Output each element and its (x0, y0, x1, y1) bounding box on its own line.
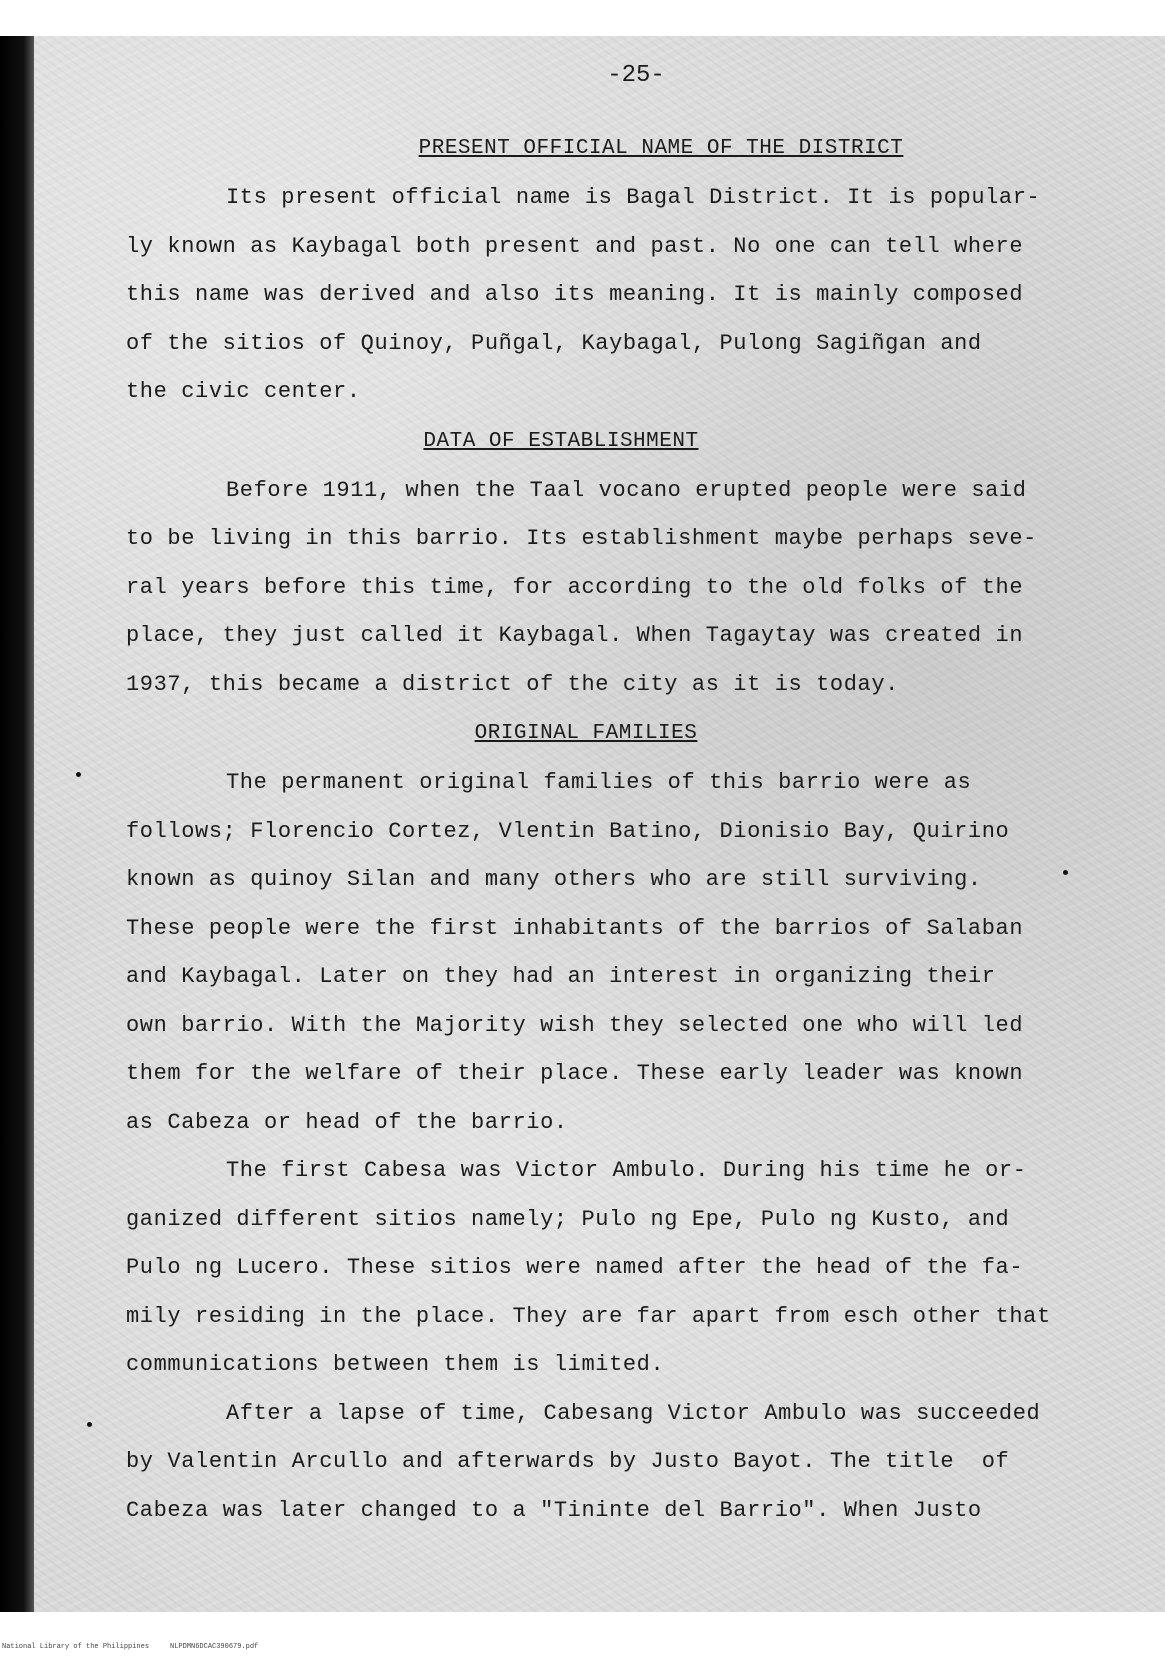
text-line: follows; Florencio Cortez, Vlentin Batino, Dionisio Bay, Quirino (126, 818, 1010, 844)
text-line: communications between them is limited. (126, 1352, 665, 1377)
text-line: and Kaybagal. Later on they had an interest in organizing their (126, 964, 996, 989)
text-line: These people were the first inhabitants of the barrios of Salaban (126, 915, 1024, 941)
text-line: Its present official name is Bagal District. It is popular- (226, 185, 1041, 210)
text-line: Cabeza was later changed to a "Tininte del Barrio". When Justo (126, 1497, 982, 1523)
text-line: mily residing in the place. They are far apart from esch other that (126, 1303, 1051, 1329)
section-heading: PRESENT OFFICIAL NAME OF THE DISTRICT (418, 137, 904, 160)
text-line: The first Cabesa was Victor Ambulo. During his time he or- (226, 1158, 1027, 1183)
section-original-families (126, 709, 1116, 1535)
scan-speck (87, 1422, 92, 1427)
text-line: The permanent original families of this barrio were as (226, 770, 972, 795)
text-line: own barrio. With the Majority wish they selected one who will led (126, 1012, 1024, 1038)
text-line: this name was derived and also its meaning. It is mainly composed (126, 282, 1024, 307)
text-line: to be living in this barrio. Its establishment maybe perhaps seve- (126, 526, 1037, 551)
section-heading: ORIGINAL FAMILIES (474, 722, 698, 745)
scan-left-border (0, 36, 34, 1612)
document-page (126, 56, 1116, 1535)
text-line: the civic center. (126, 379, 361, 404)
text-line: ganized different sitios namely; Pulo ng Epe, Pulo ng Kusto, and (126, 1206, 1010, 1232)
text-line: Pulo ng Lucero. These sitios were named after the head of the fa- (126, 1255, 1024, 1280)
text-line: as Cabeza or head of the barrio. (126, 1109, 568, 1135)
text-line: After a lapse of time, Cabesang Victor Ambulo was succeeded (226, 1400, 1041, 1426)
text-line: by Valentin Arcullo and afterwards by Justo Bayot. The title of (126, 1449, 1010, 1474)
page-number: -25- (607, 62, 665, 89)
text-line: Before 1911, when the Taal vocano erupted people were said (226, 477, 1027, 503)
text-line: ral years before this time, for according to the old folks of the (126, 574, 1024, 600)
section-establishment (126, 417, 1116, 710)
section-official-name (126, 124, 1116, 417)
text-line: them for the welfare of their place. These early leader was known (126, 1061, 1024, 1086)
text-line: of the sitios of Quinoy, Puñgal, Kaybagal, Pulong Sagiñgan and (126, 330, 982, 356)
text-line: place, they just called it Kaybagal. When Tagaytay was created in (126, 623, 1024, 648)
section-heading: DATA OF ESTABLISHMENT (423, 429, 699, 453)
text-line: ly known as Kaybagal both present and past. No one can tell where (126, 233, 1024, 259)
text-line: known as quinoy Silan and many others who are still surviving. (126, 867, 982, 892)
scan-speck (76, 772, 81, 777)
archive-footer: National Library of the Philippines NLPDMN6DCAC390679.pdf (2, 1643, 259, 1651)
text-line: 1937, this became a district of the city as it is today. (126, 671, 899, 697)
